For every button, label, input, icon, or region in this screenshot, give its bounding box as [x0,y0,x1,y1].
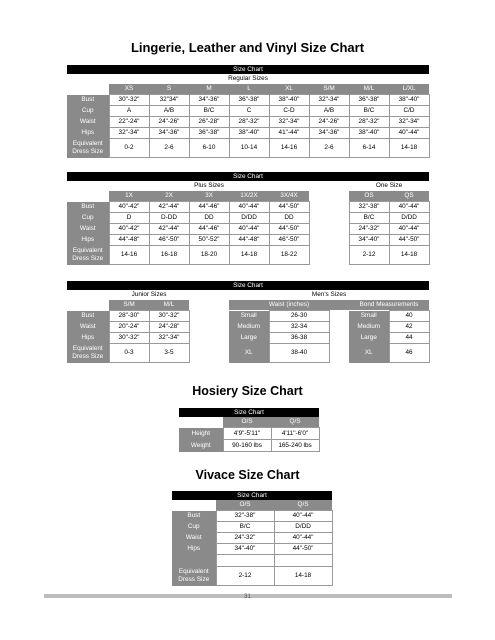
value-cell: 42 [389,322,429,333]
regular-size-table [67,65,430,158]
value-cell: 44"-50" [269,202,309,213]
hosiery-table [179,408,320,452]
value-cell: B/C [349,106,389,117]
value-cell: 44 [389,333,429,344]
equiv-label-line1: Equivalent [72,140,103,147]
value-cell: 14-18 [229,246,269,265]
value-cell: 90-160 lbs [223,440,271,452]
row-label: Hips [67,333,109,344]
row-label: Height [179,428,223,440]
value-cell: 14-16 [109,246,149,265]
spacer-row [172,555,332,567]
row-label: Hips [172,544,216,555]
value-cell: 36"-38" [189,128,229,139]
size-chart-bar: Size Chart [67,172,429,181]
header-cell: M/L [149,300,189,311]
value-cell: 24"-26" [149,117,189,128]
table-row [179,440,319,452]
table-row [67,106,429,117]
value-cell: 2-12 [349,246,389,265]
value-cell: 20"-24" [109,322,149,333]
value-cell: B/C [216,522,274,533]
header-cell: XL [269,84,309,95]
value-cell: 38"-40" [269,95,309,106]
mens-subtitle: Men's Sizes [229,290,429,300]
value-cell: 46"-50" [149,235,189,246]
row-label [172,567,216,586]
row-label: Bust [67,311,109,322]
value-cell: 14-18 [274,567,332,586]
row-label: Medium [349,322,389,333]
value-cell: 6-14 [349,139,389,158]
value-cell: 34"-36" [309,128,349,139]
equiv-label-line1: Equivalent [178,568,209,575]
junior-mens-table [67,281,430,363]
value-cell: 14-18 [389,139,429,158]
header-cell: S/M [309,84,349,95]
value-cell: A/B [309,106,349,117]
vivace-header-row [172,500,332,511]
header-cell: Q/S [271,417,319,428]
value-cell: 40"-44" [274,511,332,522]
size-chart-bar: Size Chart [67,65,429,74]
value-cell: 6-10 [189,139,229,158]
value-cell: 44"-50" [274,544,332,555]
hosiery-header-row [179,417,319,428]
header-cell: L [229,84,269,95]
value-cell: 28"-30" [109,311,149,322]
row-label: Waist [67,117,109,128]
value-cell: 165-240 lbs [271,440,319,452]
value-cell: 28"-32" [349,117,389,128]
equiv-label-line2: Dress Size [72,148,104,155]
row-label: Hips [67,235,109,246]
value-cell: 40"-42" [109,202,149,213]
value-cell: 2-12 [216,567,274,586]
header-cell: L/XL [389,84,429,95]
value-cell: 34"-36" [189,95,229,106]
junior-mens-header-row [67,300,429,311]
row-label: Waist [67,322,109,333]
value-cell: 16-18 [149,246,189,265]
vivace-title: Vivace Size Chart [195,468,300,482]
table-row [172,544,332,555]
table-row-equivalent [172,567,332,586]
table-row-equivalent [67,344,429,363]
value-cell: 38"-40" [229,128,269,139]
hosiery-title: Hosiery Size Chart [192,384,303,398]
value-cell: 44"-46" [189,202,229,213]
header-cell: 2X [149,191,189,202]
row-label: XL [229,344,269,363]
value-cell: 46"-50" [269,235,309,246]
table-row [67,213,429,224]
value-cell: 32"34" [149,95,189,106]
value-cell: 40"-44" [389,224,429,235]
header-cell: Bond Measurements [349,300,429,311]
row-label: Medium [229,322,269,333]
value-cell: 34"-36" [149,128,189,139]
table-row [172,533,332,544]
row-label [67,139,109,158]
one-size-subtitle: One Size [349,181,429,191]
value-cell: B/C [189,106,229,117]
value-cell: 40"-44" [274,533,332,544]
table-row [67,128,429,139]
row-label [67,246,109,265]
header-cell: O/S [216,500,274,511]
table-row [67,95,429,106]
plus-header-row [67,191,429,202]
value-cell: 32"-34" [389,117,429,128]
row-label: Bust [67,95,109,106]
value-cell: 24"-26" [309,117,349,128]
value-cell: 2-6 [149,139,189,158]
row-label: Large [229,333,269,344]
value-cell: 40"-44" [229,224,269,235]
size-chart-bar: Size Chart [67,281,429,290]
header-cell: XS [109,84,149,95]
page-number: 31 [244,594,251,600]
equiv-label-line2: Dress Size [72,353,104,360]
value-cell: 14-18 [389,246,429,265]
row-label: Cup [67,213,109,224]
value-cell: DD [269,213,309,224]
equiv-label-line1: Equivalent [72,345,103,352]
value-cell: 24"-32" [216,533,274,544]
value-cell: 30"-32" [109,333,149,344]
size-chart-bar: Size Chart [172,491,332,500]
header-cell: S/M [109,300,149,311]
value-cell: 28"-32" [229,117,269,128]
row-label: Waist [67,224,109,235]
value-cell: 40"-44" [389,202,429,213]
row-label: Cup [67,106,109,117]
value-cell: 42"-44" [149,202,189,213]
table-row [67,311,429,322]
header-cell: 3X/4X [269,191,309,202]
value-cell: 40"-44" [389,128,429,139]
header-cell: OS [349,191,389,202]
value-cell: C-D [269,106,309,117]
header-cell: 1X/2X [229,191,269,202]
value-cell: 0-3 [109,344,149,363]
header-cell: Waist (inches) [229,300,349,311]
value-cell: D/DD [229,213,269,224]
value-cell: 30"-32" [149,311,189,322]
value-cell: 24"-28" [149,322,189,333]
value-cell: 4'11"-6'0" [271,428,319,440]
value-cell: A/B [149,106,189,117]
value-cell: 3-5 [149,344,189,363]
value-cell: D-DD [149,213,189,224]
header-cell: O/S [223,417,271,428]
equiv-label-line2: Dress Size [72,255,104,262]
value-cell: 32"-34" [109,128,149,139]
regular-header-row [67,84,429,95]
row-label: Waist [172,533,216,544]
value-cell: 14-16 [269,139,309,158]
value-cell: 40"-44" [229,202,269,213]
table-row [172,511,332,522]
value-cell: 44"-50" [389,235,429,246]
table-row [172,522,332,533]
header-cell: M [189,84,229,95]
value-cell: 18-20 [189,246,229,265]
row-label: Hips [67,128,109,139]
value-cell: 36"-38" [349,95,389,106]
value-cell: C/D [389,106,429,117]
value-cell: 44"-46" [189,224,229,235]
row-label: Small [229,311,269,322]
row-label: Small [349,311,389,322]
table-row [67,235,429,246]
value-cell: 38-40 [269,344,329,363]
row-label: Bust [67,202,109,213]
plus-size-table [67,172,430,265]
table-row [67,224,429,235]
value-cell: 22"-24" [109,117,149,128]
vivace-table [172,491,333,586]
value-cell: 34"-40" [216,544,274,555]
value-cell: 32"-38" [216,511,274,522]
value-cell: 50"-52" [189,235,229,246]
table-row [67,322,429,333]
value-cell: 40 [389,311,429,322]
value-cell: C [229,106,269,117]
value-cell: 36"-38" [229,95,269,106]
value-cell: 46 [389,344,429,363]
header-cell: 1X [109,191,149,202]
table-row [67,333,429,344]
value-cell: DD [189,213,229,224]
regular-subtitle: Regular Sizes [67,74,429,84]
value-cell: 0-2 [109,139,149,158]
value-cell: 44"-50" [269,224,309,235]
value-cell: D [109,213,149,224]
header-cell: S [149,84,189,95]
value-cell: 42"-44" [149,224,189,235]
value-cell: 32"-34" [269,117,309,128]
value-cell: 32-34 [269,322,329,333]
size-chart-bar: Size Chart [179,408,319,417]
equiv-label-line1: Equivalent [72,247,103,254]
value-cell: 30"-32" [109,95,149,106]
value-cell: 24"-32" [349,224,389,235]
row-label: Large [349,333,389,344]
page-title: Lingerie, Leather and Vinyl Size Chart [130,40,365,55]
header-cell: M/L [349,84,389,95]
value-cell: 32"-34" [309,95,349,106]
table-row-equivalent [67,246,429,265]
value-cell: 18-22 [269,246,309,265]
value-cell: 4'9"-5'11" [223,428,271,440]
row-label: Bust [172,511,216,522]
value-cell: 38"-40" [389,95,429,106]
header-cell: QS [389,191,429,202]
value-cell: D/DD [274,522,332,533]
value-cell: 44"-48" [109,235,149,246]
table-row [67,202,429,213]
value-cell: 10-14 [229,139,269,158]
value-cell: A [109,106,149,117]
table-row [179,428,319,440]
value-cell: 26"-28" [189,117,229,128]
value-cell: 36-38 [269,333,329,344]
junior-subtitle: Junior Sizes [109,290,189,300]
row-label [67,344,109,363]
value-cell: 2-6 [309,139,349,158]
value-cell: 40"-42" [109,224,149,235]
value-cell: D/DD [389,213,429,224]
header-cell: 3X [189,191,229,202]
row-label: Cup [172,522,216,533]
row-label: Weight [179,440,223,452]
value-cell: B/C [349,213,389,224]
plus-subtitle: Plus Sizes [109,181,309,191]
row-label: XL [349,344,389,363]
value-cell: 34"-40" [349,235,389,246]
table-row-equivalent [67,139,429,158]
value-cell: 38"-40" [349,128,389,139]
value-cell: 44"-48" [229,235,269,246]
value-cell: 32"-34" [149,333,189,344]
value-cell: 41"-44" [269,128,309,139]
table-row [67,117,429,128]
header-cell: Q/S [274,500,332,511]
value-cell: 32"-38" [349,202,389,213]
value-cell: 26-30 [269,311,329,322]
equiv-label-line2: Dress Size [178,576,210,583]
